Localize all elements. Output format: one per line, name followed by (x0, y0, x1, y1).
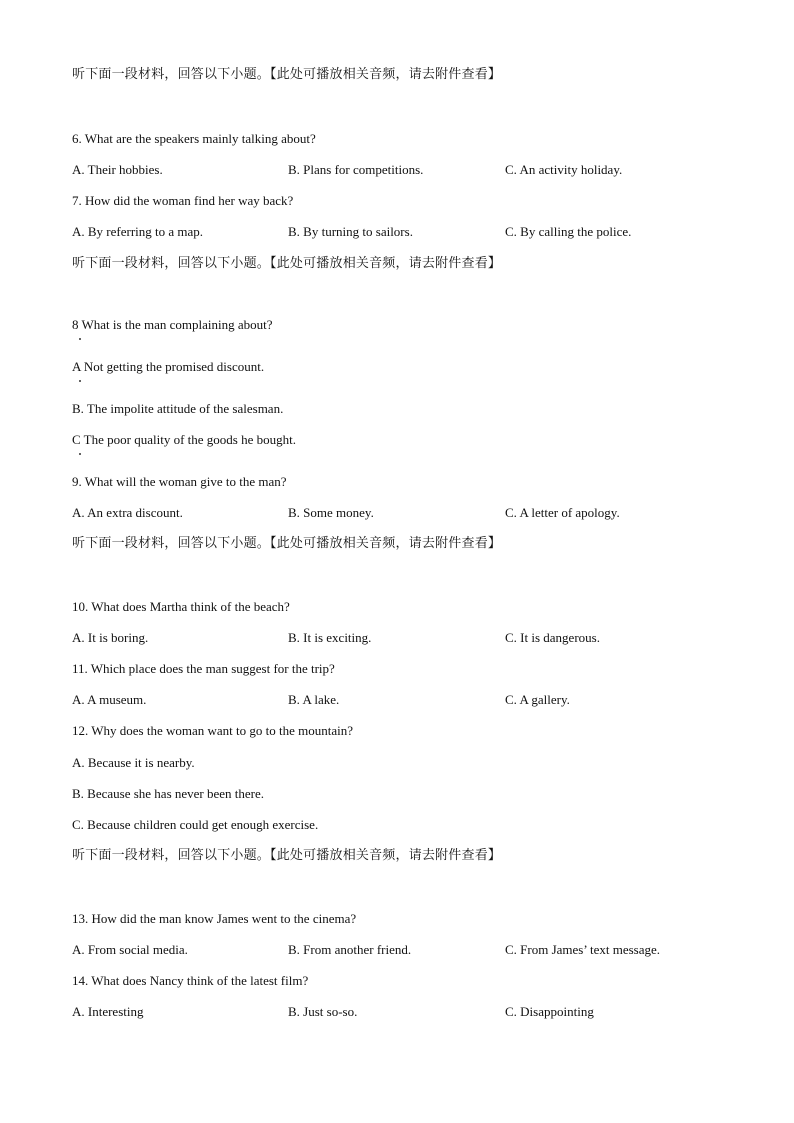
q14-option-c: C. Disappointing (505, 1004, 594, 1019)
q8-option-a: A Not getting the promised discount. (72, 359, 265, 374)
q6-option-b: B. Plans for competitions. (288, 162, 424, 177)
q11-option-c: C. A gallery. (505, 692, 570, 707)
q7-option-c: C. By calling the police. (505, 224, 632, 239)
stray-dot (79, 380, 81, 382)
q13-option-b: B. From another friend. (288, 942, 412, 957)
section-instruction: 听下面一段材料，回答以下小题。【此处可播放相关音频，请去附件查看】 (72, 67, 502, 82)
q13-option-a: A. From social media. (72, 942, 188, 957)
q9-option-c: C. A letter of apology. (505, 505, 620, 520)
q12-option-c: C. Because children could get enough exercise. (72, 817, 319, 832)
q14-option-a: A. Interesting (72, 1004, 144, 1019)
q8-option-c: C The poor quality of the goods he bought. (72, 432, 296, 447)
stray-dot (79, 338, 81, 340)
q6-option-a: A. Their hobbies. (72, 162, 163, 177)
stray-dot (79, 453, 81, 455)
q10-option-a: A. It is boring. (72, 630, 149, 645)
q7-option-b: B. By turning to sailors. (288, 224, 413, 239)
section-instruction: 听下面一段材料，回答以下小题。【此处可播放相关音频，请去附件查看】 (72, 256, 502, 271)
q8-option-b: B. The impolite attitude of the salesman. (72, 401, 284, 416)
q9-option-b: B. Some money. (288, 505, 374, 520)
q9-option-a: A. An extra discount. (72, 505, 183, 520)
question-7: 7. How did the woman find her way back? (72, 193, 294, 208)
q7-option-a: A. By referring to a map. (72, 224, 204, 239)
question-14: 14. What does Nancy think of the latest film? (72, 973, 309, 988)
q13-option-c: C. From James’ text message. (505, 942, 661, 957)
q10-option-c: C. It is dangerous. (505, 630, 600, 645)
question-10: 10. What does Martha think of the beach? (72, 599, 290, 614)
q12-option-b: B. Because she has never been there. (72, 786, 265, 801)
section-instruction: 听下面一段材料，回答以下小题。【此处可播放相关音频，请去附件查看】 (72, 848, 502, 863)
question-9: 9. What will the woman give to the man? (72, 474, 287, 489)
question-12: 12. Why does the woman want to go to the mountain? (72, 723, 354, 738)
q12-option-a: A. Because it is nearby. (72, 755, 195, 770)
section-instruction: 听下面一段材料，回答以下小题。【此处可播放相关音频，请去附件查看】 (72, 536, 502, 551)
q14-option-b: B. Just so-so. (288, 1004, 358, 1019)
q10-option-b: B. It is exciting. (288, 630, 372, 645)
question-11: 11. Which place does the man suggest for the trip? (72, 661, 335, 676)
q11-option-b: B. A lake. (288, 692, 340, 707)
question-6: 6. What are the speakers mainly talking about? (72, 131, 316, 146)
question-13: 13. How did the man know James went to the cinema? (72, 911, 357, 926)
q6-option-c: C. An activity holiday. (505, 162, 623, 177)
q11-option-a: A. A museum. (72, 692, 147, 707)
question-8: 8 What is the man complaining about? (72, 317, 273, 332)
